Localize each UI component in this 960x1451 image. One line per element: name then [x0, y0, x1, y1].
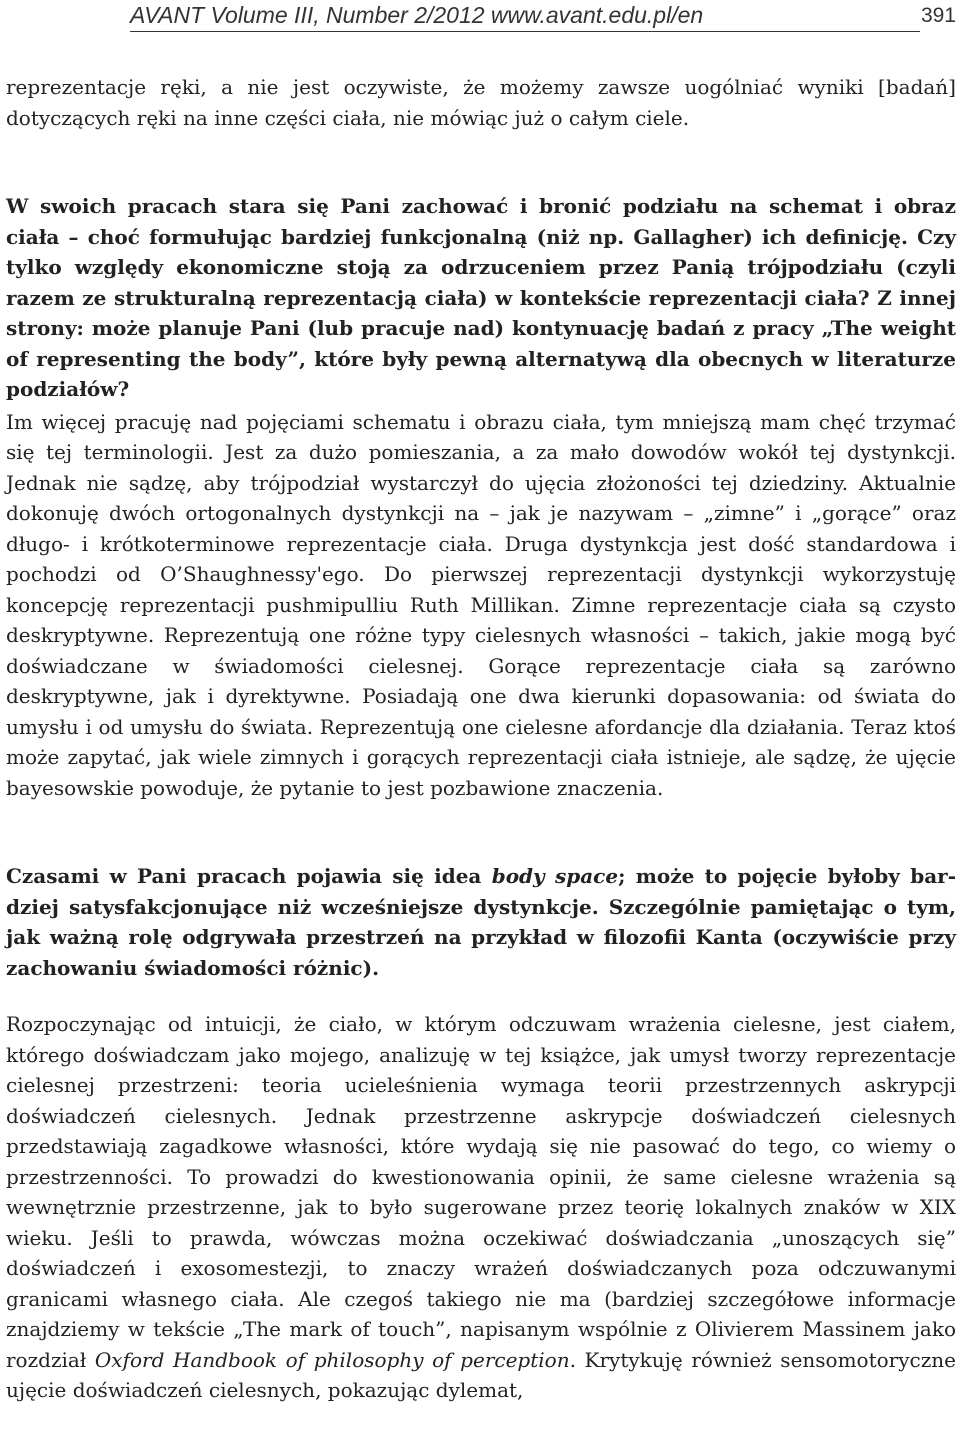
- page-header: [6, 0, 956, 40]
- page-number: 391: [920, 4, 956, 27]
- paragraph-continuation: reprezentacje ręki, a nie jest oczywiste, że możemy zawsze uogólniać wyniki [badań] dotyczących ręki na inne części ciała, nie mówiąc już o całym ciele.: [6, 75, 956, 130]
- header-rule: [130, 31, 920, 32]
- question-2-text-end: ; może to pojęcie byłoby bardziej satysfakcjonujące niż wcześniejsze dystynkcje. Szczególnie pamiętając o tym, jak ważną rolę odgrywała przestrzeń na przykład w filozofii Kanta (oczywiście przy zachowaniu świadomości różnic).: [6, 864, 957, 980]
- article-body: [6, 72, 956, 1406]
- answer-2-text-end: . Krytykuję również sensomotoryczne ujęcie doświadczeń cielesnych, pokazując dylemat,: [6, 1347, 956, 1402]
- answer-2-text-start: Rozpoczynając od intuicji, że ciało, w którym odczuwam wrażenia cielesne, jest ciałem, którego doświadczam jako mojego, analizuję w tej książce, jak umysł tworzy reprezentacje cielesnej przestrzeni: teoria ucieleśnienia wymaga teorii przestrzennych askrypcji doświadczeń cielesnych. Jednak przestrzenne askrypcje doświadczeń cielesnych przedstawiają zagadkowe własności, które wydają się nie pasować do tego, co wiemy o przestrzenności. To prowadzi do kwestionowania opinii, że same cielesne wrażenia są wewnętrznie przestrzenne, jak to było sugerowane przez teorię lokalnych znaków w XIX wieku. Jeśli to prawda, wówczas można oczekiwać doświadczania „unoszących się” doświadczeń i exosomestezji, to znaczy wrażeń doświadczanych poza odczuwanymi granicami własnego ciała. Ale czegoś takiego nie ma (bardziej szczegółowe informacje znajdziemy w tekście „The mark of touch”, napisanym wspólnie z Olivierem Massinem jako rozdział: [6, 1012, 956, 1372]
- interview-answer-2: [6, 1009, 956, 1406]
- interview-question-2: [6, 861, 956, 983]
- document-page: [6, 0, 956, 1451]
- question-2-text-start: Czasami w Pani pracach pojawia się idea: [6, 864, 492, 888]
- interview-question-1: W swoich pracach stara się Pani zachować i bronić podziału na schemat i obraz ciała – choć formułując bardziej funkcjonalną (niż np. Gallagher) ich definicję. Czy tylko względy ekonomiczne stoją za odrzuceniem przez Panią trójpodziału (czyli razem ze strukturalną reprezentacją ciała) w kontekście reprezentacji ciała? Z innej strony: może planuje Pani (lub pracuje nad) kontynuację badań z pracy „The weight of representing the body”, które były pewną alternatywą dla obecnych w literaturze podziałów?: [6, 194, 956, 401]
- answer-2-italic-title: Oxford Handbook of philosophy of perception: [94, 1347, 570, 1372]
- question-2-italic-term: body space: [491, 864, 619, 888]
- interview-answer-1: Im więcej pracuję nad pojęciami schematu i obrazu ciała, tym mniejszą mam chęć trzymać się tej terminologii. Jest za dużo pomieszania, a za mało dowodów wokół tej dystynkcji. Jednak nie sądzę, aby trójpodział wystarczył do ujęcia złożoności tej dziedziny. Aktualnie dokonuję dwóch ortogonalnych dystynkcji na – jak je nazywam – „zimne” i „gorące” oraz długo- i krótkoterminowe reprezentacje ciała. Druga dystynkcja jest dość standardowa i pochodzi od O’Shaughnessy'ego. Do pierwszej reprezentacji dystynkcji wykorzystuję koncepcję reprezentacji pushmipulliu Ruth Millikan. Zimne reprezentacje ciała są czysto deskryptywne. Reprezentują one różne typy cielesnych własności – takich, jakie mogą być doświadczane w świadomości cielesnej. Gorące reprezentacje ciała są zarówno deskryptywne, jak i dyrektywne. Posiadają one dwa kierunki dopasowania: od świata do umysłu i od umysłu do świata. Reprezentują one cielesne afordancje dla działania. Teraz ktoś może zapytać, jak wiele zimnych i gorących reprezentacji ciała istnieje, ale sądzę, że ujęcie bayesowskie powoduje, że pytanie to jest pozbawione znaczenia.: [6, 409, 956, 800]
- journal-header: AVANT Volume III, Number 2/2012 www.avant.edu.pl/en: [130, 2, 704, 28]
